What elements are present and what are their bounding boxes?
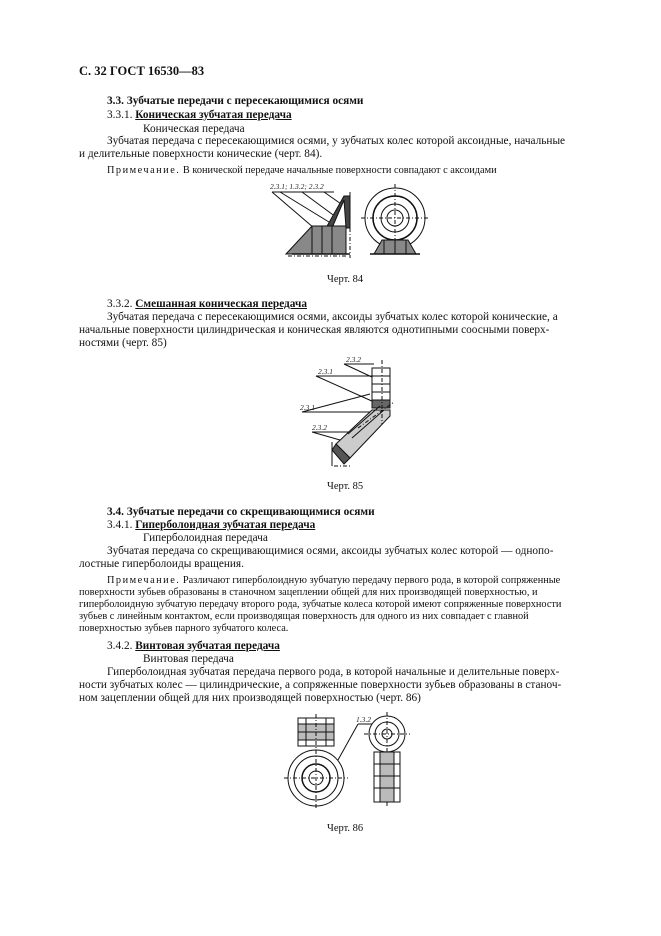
definition-line: и делительные поверхности конические (черт. 84). [79,148,323,160]
figure-86-drawing [284,712,424,812]
term-title: Коническая зубчатая передача [135,109,292,121]
note-text: В конической передаче начальные поверхности совпадают с аксоидами [182,165,497,176]
clause-number: 3.4.2. [107,640,133,652]
figure-85-callout: 2.3.2 [312,423,327,432]
figure-85-callout: 2.3.2 [346,355,361,364]
term-synonym: Винтовая передача [143,653,234,665]
note [107,164,497,178]
clause-3-3-2 [107,297,307,311]
note-label: Примечание. [107,165,181,176]
figure-85-caption: Черт. 85 [327,481,364,492]
definition-line: ном зацеплении общей для них производящей поверхностью (черт. 86) [79,692,421,704]
definition-line: ностями (черт. 85) [79,337,167,349]
definition-line: Зубчатая передача с пересекающимися осями, у зубчатых колес которой аксоидные, начальные [107,135,566,147]
note-line: зубьев с линейным контактом, если производящая поверхность для одного из них совпадает с главной [79,611,529,622]
figure-85-callout: 2.3.1 [300,403,315,412]
definition-line: Зубчатая передача с пересекающимися осями, аксоиды зубчатых колес которой конические, а [107,311,558,323]
definition-line: Гиперболоидная зубчатая передача первого рода, в которой начальные и делительные поверх- [107,666,560,678]
figure-85-callout: 2.3.1 [318,367,333,376]
clause-number: 3.3.2. [107,298,133,310]
section-3-4-title: 3.4. Зубчатые передачи со скрещивающимися осями [107,506,375,518]
figure-85-drawing [298,354,402,470]
definition-line: ности зубчатых колес — цилиндрические, а сопряженные поверхности зубьев образованы в станоч- [79,679,562,691]
definition-line: лостные гиперболоиды вращения. [79,558,244,570]
clause-number: 3.4.1. [107,519,133,531]
term-synonym: Гиперболоидная передача [143,532,268,544]
figure-84-drawing [262,180,434,270]
figure-84-callout: 2.3.1; 1.3.2; 2.3.2 [270,182,324,191]
note-line: гиперболоидную зубчатую передачу второго рода, зубчатые колеса которой имеют сопряженные поверхности [79,599,562,610]
definition-line: начальные поверхности цилиндрическая и коническая являются однотипными соосными поверх- [79,324,550,336]
page-header: С. 32 ГОСТ 16530—83 [79,64,205,78]
note-text: Различают гиперболоидную зубчатую передачу первого рода, в которой сопряженные [182,575,561,586]
figure-84-caption: Черт. 84 [327,274,364,285]
clause-3-4-2 [107,639,280,653]
section-3-3-title: 3.3. Зубчатые передачи с пересекающимися осями [107,95,364,107]
figure-86-caption: Черт. 86 [327,823,364,834]
definition-line: Зубчатая передача со скрещивающимися осями, аксоиды зубчатых колес которой — однопо- [107,545,554,557]
term-synonym: Коническая передача [143,123,245,135]
clause-3-3-1 [107,108,292,122]
term-title: Смешанная коническая передача [135,298,307,310]
note-line: поверхностью зубьев парного зубчатого колеса. [79,623,289,634]
clause-3-4-1 [107,518,315,532]
note-label: Примечание. [107,575,181,586]
term-title: Винтовая зубчатая передача [135,640,280,652]
term-title: Гиперболоидная зубчатая передача [135,519,316,531]
figure-86-callout: 1.3.2 [356,715,371,724]
note-line: поверхности зубьев образованы в станочном зацеплении общей для них производящей поверхностью, и [79,587,538,598]
clause-number: 3.3.1. [107,109,133,121]
